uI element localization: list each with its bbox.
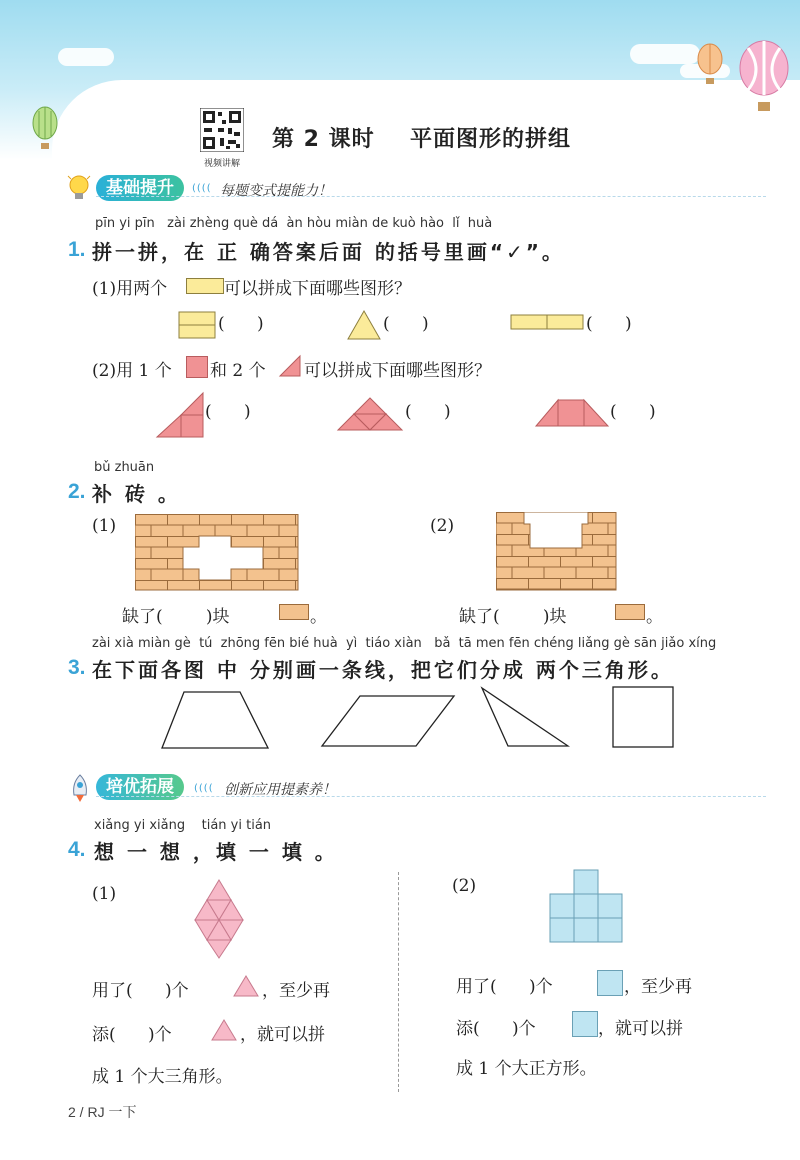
answer-paren[interactable]: ( ): [218, 314, 264, 334]
q1-part1-suffix: 可以拼成下面哪些图形？: [224, 279, 411, 299]
section-slogan-basic: 每题变式提能力！: [220, 183, 332, 199]
brick-icon: [615, 604, 645, 620]
blue-square-icon: [572, 1011, 598, 1037]
q4-2-line1-a: 用了( )个: [456, 977, 553, 997]
section-dots: ((((: [194, 783, 214, 794]
parallelogram-shape: [320, 694, 456, 748]
q1-part2-a: (2)用 1 个: [92, 361, 172, 381]
balloon-icon: [692, 42, 728, 88]
q3-text: 在下面各图 中 分别画一条线，把它们分成 两个三角形。: [92, 658, 674, 682]
section-divider: [96, 196, 766, 197]
trapezoid-shape: [160, 690, 270, 750]
q4-text: 想 一 想 ，填 一 填 。: [94, 840, 338, 864]
q2-number: 2.: [68, 480, 86, 503]
pink-triangle-icon: [210, 1018, 238, 1042]
q4-pinyin: xiǎng yi xiǎng tián yi tián: [94, 818, 272, 833]
q4-2-line2-a: 添( )个: [456, 1019, 536, 1039]
section-badge-basic: 基础提升: [96, 175, 184, 201]
q1-number: 1.: [68, 238, 86, 261]
pink-triangle-icon: [278, 354, 302, 378]
q4-2-line1-b: ，至少再: [624, 977, 692, 997]
page-title: 平面图形的拼组: [410, 127, 572, 152]
qr-caption: 视频讲解: [203, 159, 240, 169]
lesson-label: 第 2 课时: [272, 127, 375, 152]
answer-paren[interactable]: ( ): [586, 314, 632, 334]
brick-icon: [279, 604, 309, 620]
q2-text: 补 砖 。: [92, 482, 181, 506]
shape-pink-composite-1: [155, 391, 205, 441]
square-tiling-figure: [548, 868, 628, 948]
triangle-tiling-figure: [188, 878, 250, 960]
q4-1-line1-b: ，至少再: [262, 981, 330, 1001]
q3-number: 3.: [68, 656, 86, 679]
section-divider: [96, 796, 766, 797]
q2-missing-2: 缺了( )块: [459, 607, 567, 627]
lightbulb-icon: [66, 173, 92, 203]
q1-part2-c: 可以拼成下面哪些图形？: [304, 361, 491, 381]
pink-triangle-icon: [232, 974, 260, 998]
qr-code-icon[interactable]: [200, 108, 244, 152]
blue-square-icon: [597, 970, 623, 996]
shape-pink-composite-2: [334, 396, 406, 432]
column-divider: [398, 872, 399, 1092]
brick-wall-1: [135, 514, 300, 592]
q4-1-line2-b: ，就可以拼: [240, 1025, 325, 1045]
q4-2-line2-b: ，就可以拼: [598, 1019, 683, 1039]
triangle-shape: [478, 686, 570, 748]
q2-missing-1: 缺了( )块: [122, 607, 230, 627]
answer-paren[interactable]: ( ): [405, 402, 451, 422]
q4-sub1: (1): [92, 884, 117, 904]
q1-pinyin: pīn yi pīn zài zhèng què dá àn hòu miàn de kuò hào lǐ huà: [95, 216, 493, 231]
q3-pinyin: zài xià miàn gè tú zhōng fēn bié huà yì tiáo xiàn bǎ tā men fēn chéng liǎng gè sān jiǎo xíng: [92, 636, 717, 651]
balloon-icon: [25, 105, 65, 155]
brick-wall-2: [496, 512, 618, 592]
q1-part2-b: 和 2 个: [210, 361, 266, 381]
shape-pink-trapezoid: [534, 398, 610, 428]
section-dots: ((((: [192, 183, 212, 194]
pink-square-icon: [186, 356, 208, 378]
period: 。: [646, 607, 663, 627]
q4-2-line3: 成 1 个大正方形。: [456, 1059, 597, 1079]
cloud-decoration: [58, 48, 114, 66]
period: 。: [310, 607, 327, 627]
q1-part1-prefix: (1)用两个: [92, 279, 168, 299]
q2-sub2: (2): [430, 516, 455, 536]
answer-paren[interactable]: ( ): [205, 402, 251, 422]
section-slogan-advanced: 创新应用提素养！: [224, 782, 336, 798]
q4-number: 4.: [68, 838, 86, 861]
shape-triangle: [346, 309, 382, 341]
shape-long-rectangle: [510, 314, 586, 332]
q2-sub1: (1): [92, 516, 117, 536]
q4-1-line1-a: 用了( )个: [92, 981, 189, 1001]
page-footer: 2 / RJ 一下: [68, 1104, 137, 1120]
shape-stacked-rectangles: [178, 311, 218, 341]
answer-paren[interactable]: ( ): [383, 314, 429, 334]
cloud-decoration: [630, 44, 700, 64]
section-badge-advanced: 培优拓展: [96, 774, 184, 800]
yellow-rectangle-icon: [186, 278, 224, 294]
answer-paren[interactable]: ( ): [610, 402, 656, 422]
q4-sub2: (2): [452, 876, 477, 896]
q4-1-line2-a: 添( )个: [92, 1025, 172, 1045]
rocket-icon: [68, 773, 92, 803]
q4-1-line3: 成 1 个大三角形。: [92, 1067, 233, 1087]
q2-pinyin: bǔ zhuān: [94, 460, 155, 475]
square-shape: [612, 686, 674, 748]
balloon-icon: [736, 40, 792, 114]
q1-text: 拼一拼，在 正 确答案后面 的括号里画“✓”。: [92, 240, 565, 264]
